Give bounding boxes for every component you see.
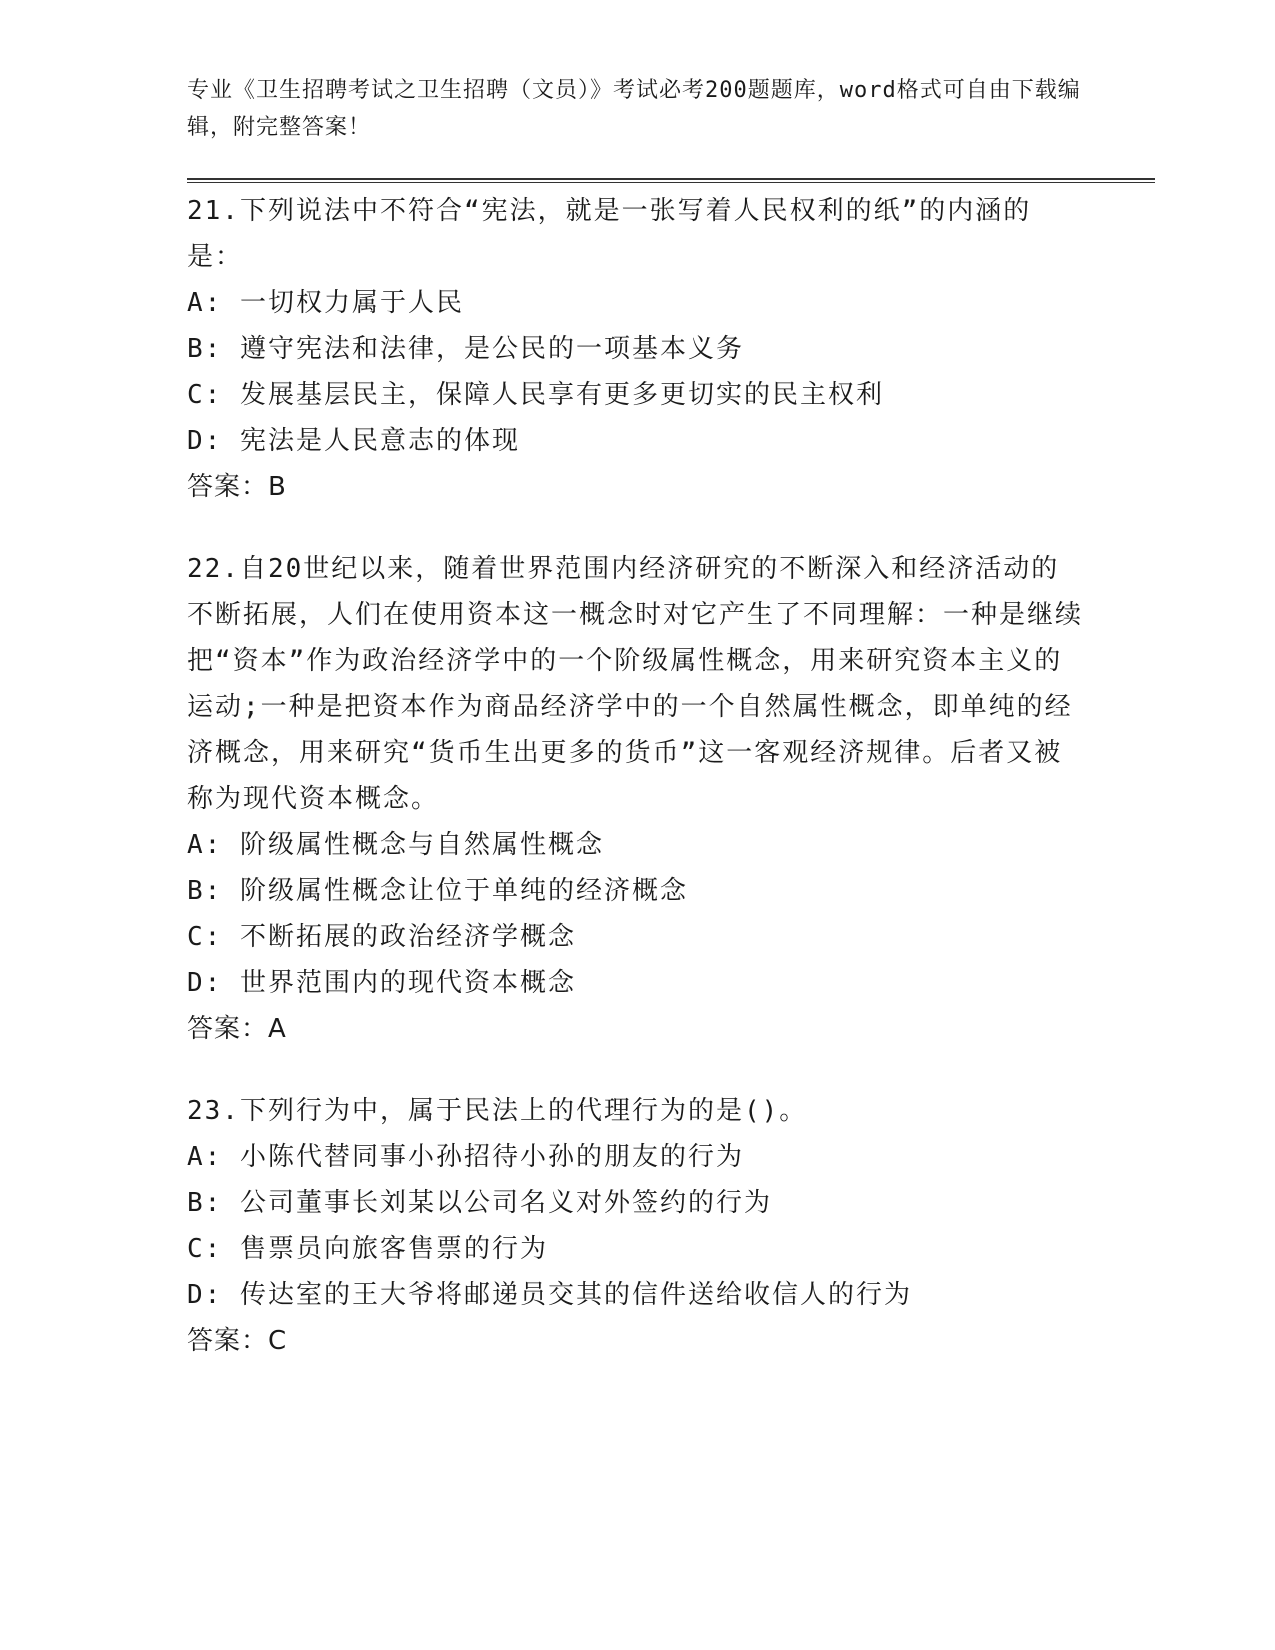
option-d: D: 传达室的王大爷将邮递员交其的信件送给收信人的行为 [187,1280,912,1310]
option-a: A: 一切权力属于人民 [187,288,464,318]
question-22 [187,546,1087,1052]
option-d: D: 宪法是人民意志的体现 [187,426,520,456]
question-stem: 23.下列行为中，属于民法上的代理行为的是()。 [187,1096,808,1126]
question-21 [187,188,1087,510]
option-a: A: 小陈代替同事小孙招待小孙的朋友的行为 [187,1142,744,1172]
answer-line: 答案：A [187,1014,287,1044]
header-divider-thick [187,178,1155,180]
header-divider-thin [187,182,1155,183]
option-c: C: 不断拓展的政治经济学概念 [187,922,576,952]
option-d: D: 世界范围内的现代资本概念 [187,968,576,998]
option-b: B: 遵守宪法和法律，是公民的一项基本义务 [187,334,744,364]
answer-line: 答案：C [187,1326,288,1356]
option-c: C: 发展基层民主，保障人民享有更多更切实的民主权利 [187,380,884,410]
question-list [187,188,1087,1400]
question-stem: 21.下列说法中不符合“宪法，就是一张写着人民权利的纸”的内涵的是： [187,196,1032,272]
question-stem: 22.自20世纪以来，随着世界范围内经济研究的不断深入和经济活动的不断拓展，人们在使用资本这一概念时对它产生了不同理解：一种是继续把“资本”作为政治经济学中的一个阶级属性概念，用来研究资本主义的运动;一种是把资本作为商品经济学中的一个自然属性概念，即单纯的经济概念，用来研究“货币生出更多的货币”这一客观经济规律。后者又被称为现代资本概念。 [187,554,1084,814]
question-23 [187,1088,1087,1364]
option-a: A: 阶级属性概念与自然属性概念 [187,830,604,860]
option-b: B: 公司董事长刘某以公司名义对外签约的行为 [187,1188,772,1218]
document-header: 专业《卫生招聘考试之卫生招聘（文员）》考试必考200题题库，word格式可自由下载编辑，附完整答案！ [187,78,1081,140]
answer-line: 答案：B [187,472,287,502]
option-c: C: 售票员向旅客售票的行为 [187,1234,548,1264]
option-b: B: 阶级属性概念让位于单纯的经济概念 [187,876,688,906]
